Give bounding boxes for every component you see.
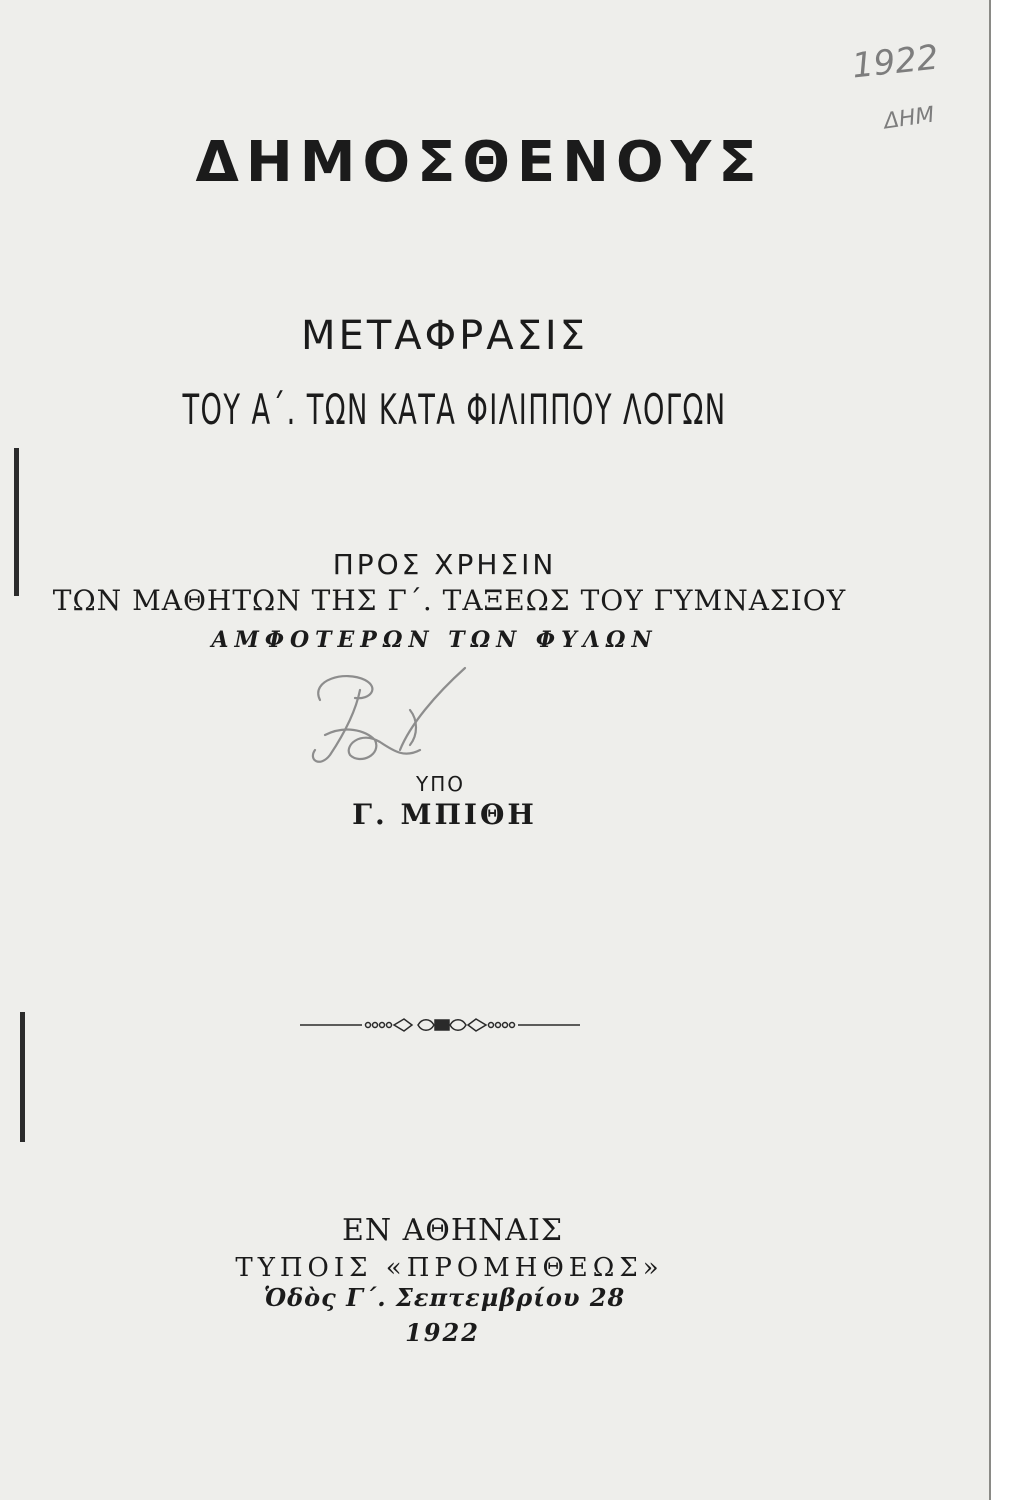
imprint-year: 1922 — [405, 1318, 480, 1347]
purpose-line-1: ΠΡΟΣ ΧΡΗΣΙΝ — [332, 548, 557, 581]
handwritten-year-note: 1922 — [850, 37, 941, 87]
subtitle-line-2: ΤΟΥ Α΄. ΤΩΝ ΚΑΤΑ ΦΙΛΙΠΠΟΥ ΛΟΓΩΝ — [182, 385, 727, 434]
decorative-divider — [300, 1014, 580, 1036]
purpose-line-2: ΤΩΝ ΜΑΘΗΤΩΝ ΤΗΣ Γ΄. ΤΑΞΕΩΣ ΤΟΥ ΓΥΜΝΑΣΙΟΥ — [52, 584, 847, 617]
handwritten-abbreviation: ΔΗΜ — [882, 102, 937, 135]
binding-mark-lower — [20, 1012, 25, 1142]
imprint-street: Ὁδὸς Γ΄. Σεπτεμβρίου 28 — [263, 1283, 626, 1312]
by-label: ΥΠΟ — [416, 772, 465, 796]
author-name: Γ. ΜΠΙΘΗ — [352, 798, 537, 831]
subtitle-line-1: ΜΕΤΑΦΡΑΣΙΣ — [301, 313, 588, 359]
imprint-place: ΕΝ ΑΘΗΝΑΙΣ — [341, 1213, 564, 1248]
cover-title: ΔΗΜΟΣΘΕΝΟΥΣ — [195, 130, 764, 195]
handwritten-signature — [300, 660, 480, 775]
purpose-line-3: ΑΜΦΟΤΕΡΩΝ ΤΩΝ ΦΥΛΩΝ — [211, 627, 658, 653]
imprint-press: ΤΥΠΟΙΣ «ΠΡΟΜΗΘΕΩΣ» — [235, 1253, 664, 1283]
page-edge — [989, 0, 1009, 1500]
